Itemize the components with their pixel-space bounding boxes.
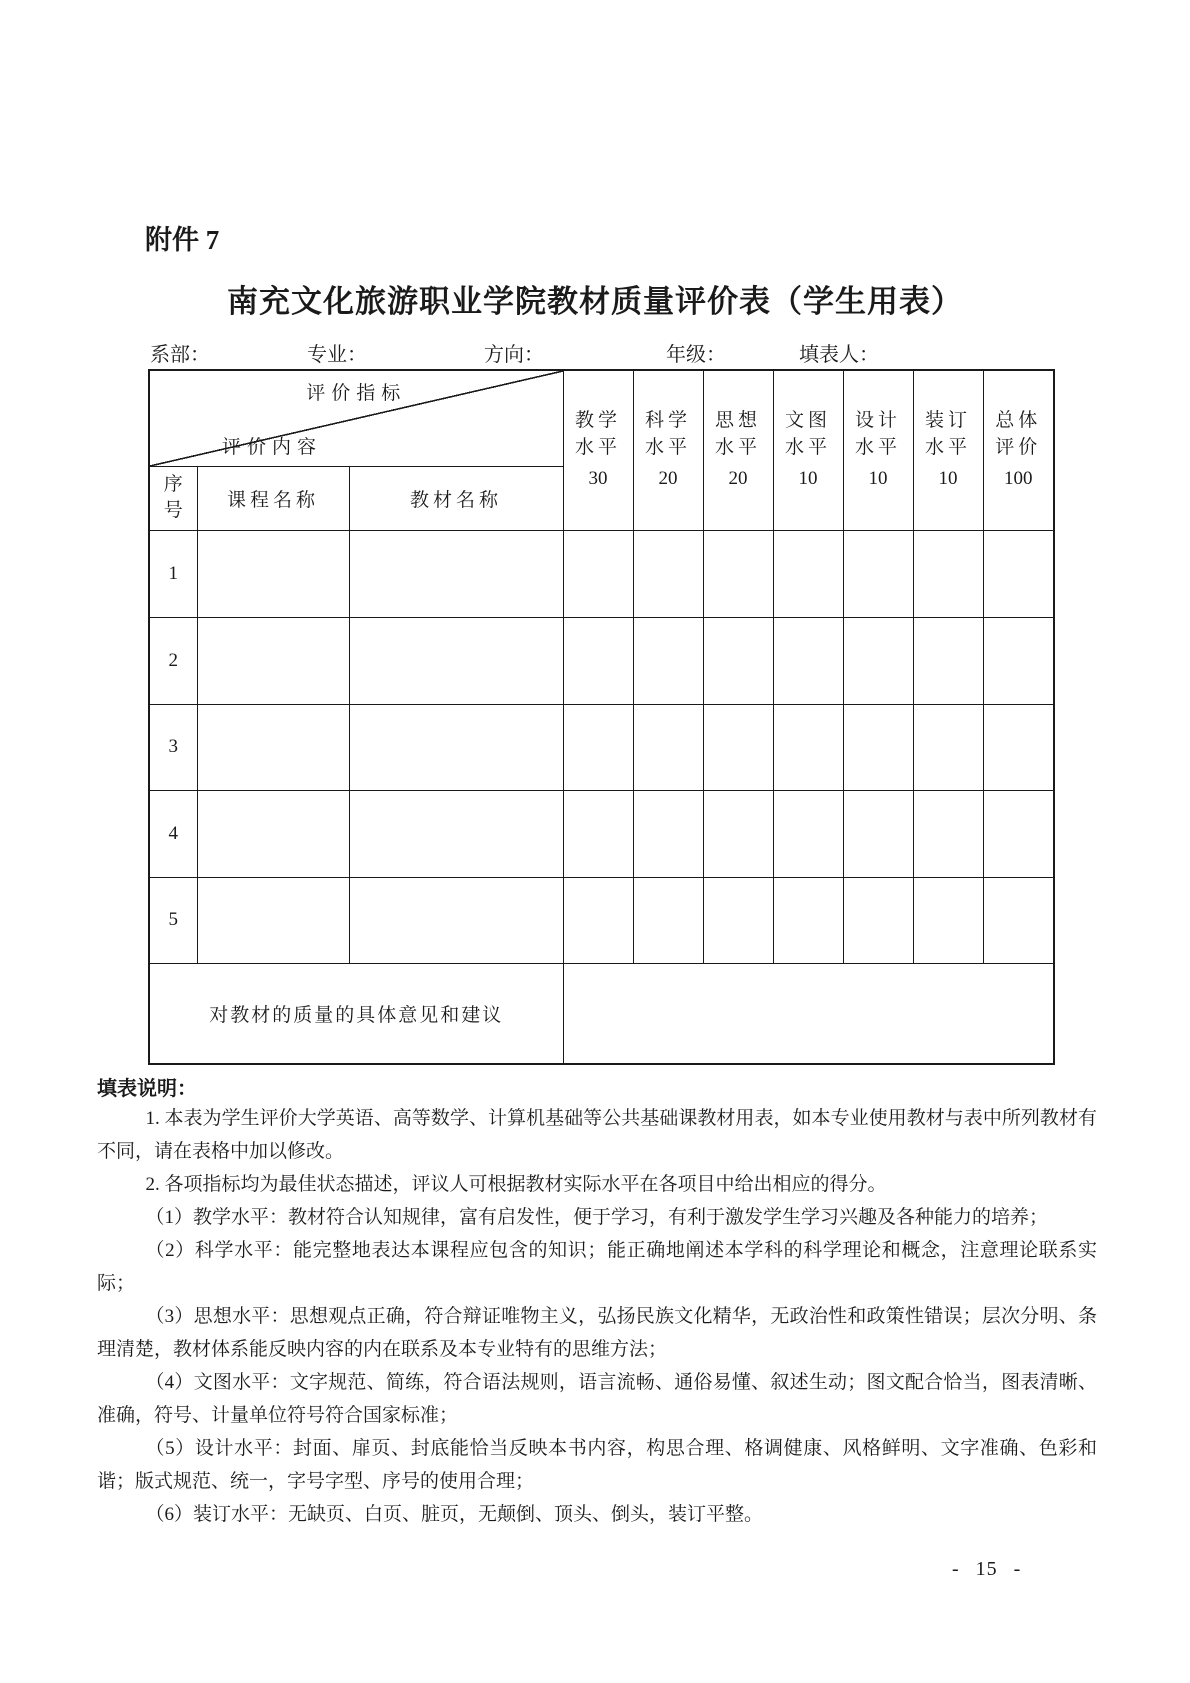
- header-line: 水平: [784, 437, 831, 459]
- score-cell: [563, 790, 633, 877]
- page-number: - 15 -: [952, 1558, 1022, 1580]
- row-number: 4: [149, 790, 197, 877]
- note-item: 2. 各项指标均为最佳状态描述，评议人可根据教材实际水平在各项目中给出相应的得分。: [145, 1174, 887, 1195]
- table-row: [149, 704, 1054, 790]
- score-cell: [983, 877, 1054, 963]
- header-line: 水平: [644, 437, 691, 459]
- field-label-grade: 年级：: [666, 344, 726, 366]
- seq-label: 序号: [163, 474, 183, 521]
- header-line: 思想: [714, 410, 761, 432]
- score-column-header-ideology: [703, 370, 773, 530]
- note-item: （6）装订水平：无缺页、白页、脏页，无颠倒、顶头、倒头，装订平整。: [145, 1504, 763, 1525]
- header-line: 装订: [924, 410, 971, 432]
- table-row: [149, 530, 1054, 617]
- score-cell: [633, 877, 703, 963]
- note-item: （2）科学水平：能完整地表达本课程应包含的知识；能正确地阐述本学科的科学理论和概念，注意理论联系实际；: [97, 1240, 1097, 1294]
- score-cell: [773, 617, 843, 704]
- comments-label-cell: 对教材的质量的具体意见和建议: [149, 963, 563, 1064]
- score-cell: [773, 704, 843, 790]
- note-item: （3）思想水平：思想观点正确，符合辩证唯物主义，弘扬民族文化精华，无政治性和政策性错误；层次分明、条理清楚，教材体系能反映内容的内在联系及本专业特有的思维方法；: [97, 1306, 1097, 1360]
- score-cell: [563, 617, 633, 704]
- score-cell: [843, 790, 913, 877]
- score-cell: [913, 530, 983, 617]
- course-name-cell: [197, 704, 349, 790]
- note-item: （1）教学水平：教材符合认知规律，富有启发性，便于学习，有利于激发学生学习兴趣及各种能力的培养；: [145, 1207, 1048, 1228]
- note-item: （5）设计水平：封面、扉页、封底能恰当反映本书内容，构思合理、格调健康、风格鲜明、文字准确、色彩和谐；版式规范、统一，字号字型、序号的使用合理；: [97, 1438, 1097, 1492]
- score-cell: [983, 530, 1054, 617]
- notes-heading: 填表说明：: [97, 1078, 197, 1100]
- score-column-header-binding: [913, 370, 983, 530]
- header-max-score: 30: [588, 468, 608, 490]
- header-line: 水平: [854, 437, 901, 459]
- score-cell: [703, 704, 773, 790]
- course-name-cell: [197, 530, 349, 617]
- score-cell: [913, 790, 983, 877]
- score-cell: [843, 617, 913, 704]
- page-title: 南充文化旅游职业学院教材质量评价表（学生用表）: [227, 284, 963, 319]
- row-number: 2: [149, 617, 197, 704]
- score-cell: [913, 704, 983, 790]
- header-max-score: 10: [868, 468, 888, 490]
- score-cell: [843, 877, 913, 963]
- score-cell: [773, 530, 843, 617]
- score-cell: [703, 617, 773, 704]
- score-cell: [703, 877, 773, 963]
- score-cell: [983, 617, 1054, 704]
- header-line: 科学: [644, 410, 691, 432]
- score-cell: [633, 617, 703, 704]
- score-cell: [563, 877, 633, 963]
- score-column-header-overall: [983, 370, 1054, 530]
- score-cell: [913, 617, 983, 704]
- column-header-seq: [149, 466, 197, 530]
- notes-section: [97, 1102, 1097, 1531]
- score-cell: [703, 530, 773, 617]
- score-cell: [633, 704, 703, 790]
- score-cell: [983, 790, 1054, 877]
- header-max-score: 20: [728, 468, 748, 490]
- score-column-header-design: [843, 370, 913, 530]
- header-line: 设计: [854, 410, 901, 432]
- textbook-name-cell: [349, 790, 563, 877]
- header-max-score: 10: [938, 468, 958, 490]
- note-item: 1. 本表为学生评价大学英语、高等数学、计算机基础等公共基础课教材用表，如本专业使用教材与表中所列教材有不同，请在表格中加以修改。: [97, 1108, 1097, 1162]
- header-line: 水平: [924, 437, 971, 459]
- score-cell: [563, 530, 633, 617]
- textbook-name-cell: [349, 877, 563, 963]
- score-cell: [843, 704, 913, 790]
- score-cell: [773, 790, 843, 877]
- column-header-textbook-name: 教材名称: [349, 466, 563, 530]
- score-cell: [703, 790, 773, 877]
- attachment-label: 附件 7: [145, 225, 220, 255]
- corner-indicator-label: 评价指标: [306, 383, 407, 404]
- corner-content-label: 评价内容: [222, 436, 323, 458]
- header-max-score: 20: [658, 468, 678, 490]
- score-cell: [773, 877, 843, 963]
- score-column-header-teaching: [563, 370, 633, 530]
- header-line: 水平: [574, 437, 621, 459]
- score-cell: [983, 704, 1054, 790]
- header-line: 文图: [784, 410, 831, 432]
- textbook-name-cell: [349, 617, 563, 704]
- field-label-direction: 方向：: [484, 344, 544, 366]
- textbook-name-cell: [349, 530, 563, 617]
- score-column-header-text-graphics: [773, 370, 843, 530]
- table-row: [149, 877, 1054, 963]
- row-number: 1: [149, 530, 197, 617]
- comments-input-cell: [563, 963, 1054, 1064]
- note-item: （4）文图水平：文字规范、简练，符合语法规则，语言流畅、通俗易懂、叙述生动；图文配合恰当，图表清晰、准确，符号、计量单位符号符合国家标准；: [97, 1372, 1097, 1426]
- header-line: 水平: [714, 437, 761, 459]
- header-fields: [0, 338, 1190, 366]
- header-line: 评价: [995, 437, 1042, 459]
- row-number: 3: [149, 704, 197, 790]
- header-line: 教学: [574, 410, 621, 432]
- score-cell: [843, 530, 913, 617]
- header-line: 总体: [995, 410, 1042, 432]
- table-row: [149, 617, 1054, 704]
- column-header-course-name: 课程名称: [197, 466, 349, 530]
- course-name-cell: [197, 877, 349, 963]
- evaluation-table: [148, 369, 1055, 1065]
- field-label-major: 专业：: [307, 344, 367, 366]
- textbook-name-cell: [349, 704, 563, 790]
- score-cell: [913, 877, 983, 963]
- header-max-score: 10: [798, 468, 818, 490]
- course-name-cell: [197, 790, 349, 877]
- corner-diagonal-cell: [149, 370, 563, 466]
- course-name-cell: [197, 617, 349, 704]
- field-label-department: 系部：: [150, 344, 210, 366]
- row-number: 5: [149, 877, 197, 963]
- table-row: [149, 790, 1054, 877]
- score-cell: [563, 704, 633, 790]
- field-label-filler: 填表人：: [799, 344, 879, 366]
- header-max-score: 100: [1004, 468, 1033, 490]
- score-cell: [633, 530, 703, 617]
- score-cell: [633, 790, 703, 877]
- score-column-header-science: [633, 370, 703, 530]
